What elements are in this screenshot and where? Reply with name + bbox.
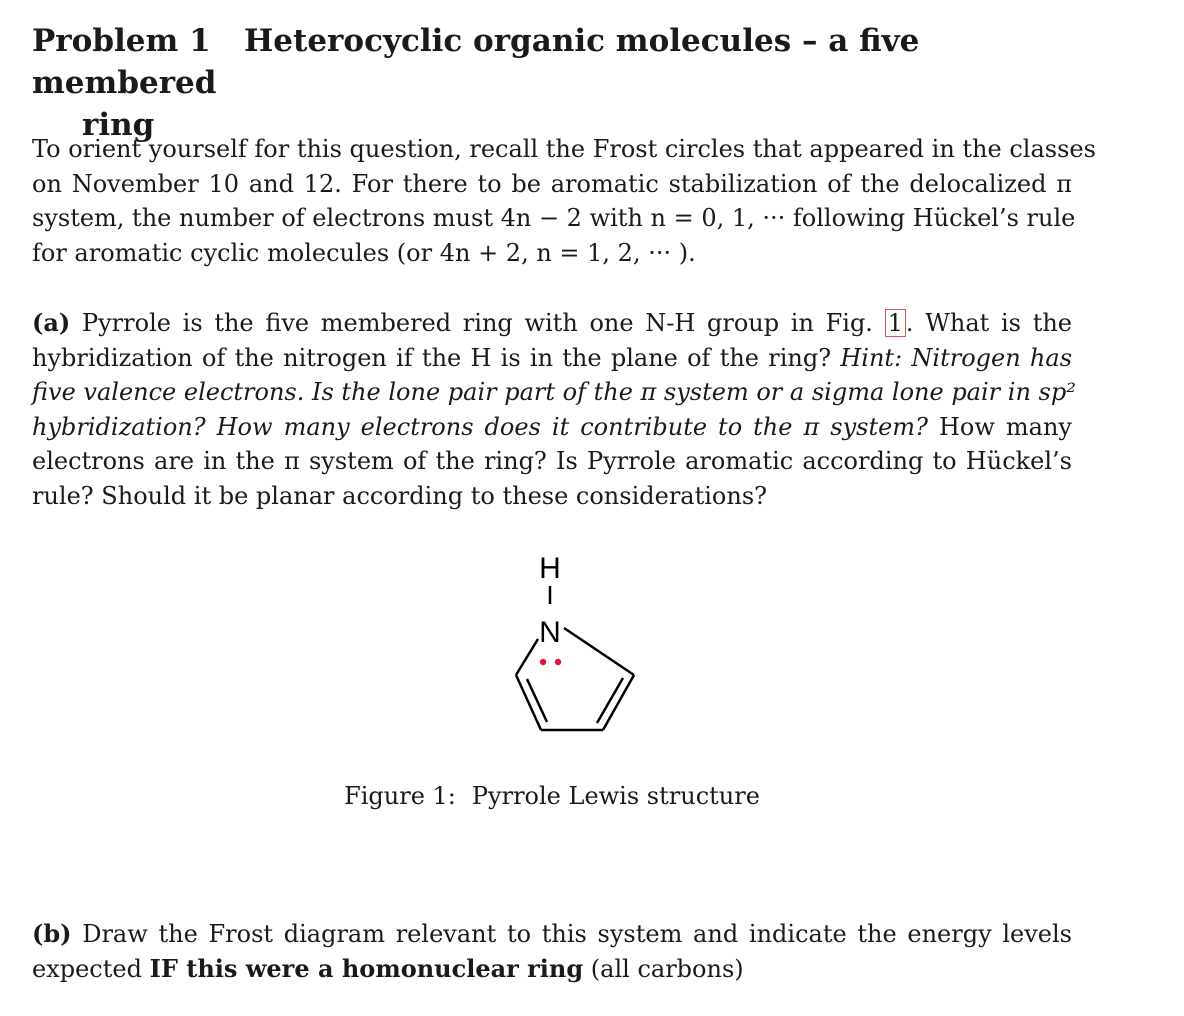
lone-pair-dot — [555, 659, 561, 665]
intro-line: To orient yourself for this question, recall the Frost circles that appeared in the classes — [32, 135, 1096, 163]
intro-paragraph — [32, 132, 1096, 270]
part-a-line — [32, 341, 1072, 376]
part-a-line: rule? Should it be planar according to these considerations? — [32, 481, 768, 510]
part-a-line: electrons are in the π system of the ring? Is Pyrrole aromatic according to Hückel’s — [32, 447, 1072, 475]
part-a-hint-line: five valence electrons. Is the lone pair part of the π system or a sigma lone pair in sp² — [32, 378, 1076, 406]
figure-caption-label: Figure 1: — [344, 782, 456, 810]
ring-double-bond-c4-c5 — [527, 679, 547, 722]
part-b-label: (b) — [32, 919, 72, 948]
figure-caption — [32, 780, 1072, 812]
part-a-text: . What is the — [905, 309, 1072, 337]
part-a-paragraph — [32, 306, 1076, 513]
hydrogen-atom-label: H — [539, 552, 561, 585]
part-a-hint: hybridization? How many electrons does it contribute to the π system? — [32, 412, 928, 441]
part-a-text: hybridization of the nitrogen if the H is in the plane of the ring? — [32, 343, 832, 372]
part-a-text: Pyrrole is the five membered ring with one N-H group in Fig. — [81, 309, 873, 337]
part-a-hint: Hint: Nitrogen has — [840, 343, 1073, 372]
problem-title-line2: ring — [82, 107, 155, 143]
part-a-label: (a) — [32, 308, 71, 337]
problem-number: Problem 1 — [32, 23, 211, 59]
intro-line: for aromatic cyclic molecules (or 4n + 2, n = 1, 2, ··· ). — [32, 238, 696, 267]
part-b-emphasis: IF this were a homonuclear ring — [149, 953, 584, 983]
figure-caption-text: Pyrrole Lewis structure — [471, 782, 760, 810]
part-b-line — [32, 952, 1072, 987]
part-a-line — [32, 410, 1072, 445]
part-b-text: Draw the Frost diagram relevant to this system and indicate the energy levels — [82, 920, 1072, 948]
nitrogen-atom-label: N — [539, 616, 561, 649]
problem-title-line1: Heterocyclic organic molecules – a five membered — [32, 23, 920, 101]
intro-line: on November 10 and 12. For there to be aromatic stabilization of the delocalized π — [32, 169, 1072, 198]
part-b-text: expected — [32, 954, 142, 983]
figure-reference-link[interactable]: 1 — [885, 309, 906, 337]
part-a-line — [32, 306, 1072, 341]
part-a-text: How many — [938, 412, 1072, 441]
pyrrole-structure-diagram — [472, 544, 672, 744]
part-b-text: (all carbons) — [590, 954, 744, 983]
part-b-paragraph — [32, 917, 1072, 986]
lone-pair-dot — [540, 659, 546, 665]
pyrrole-structure-figure — [472, 544, 672, 744]
ring-bond-n-c2 — [564, 628, 634, 675]
ring-bond-c5-n — [516, 639, 538, 675]
problem-heading — [32, 20, 1072, 146]
part-b-line — [32, 917, 1072, 952]
intro-line: system, the number of electrons must 4n − 2 with n = 0, 1, ··· following Hückel’s rule — [32, 204, 1076, 232]
